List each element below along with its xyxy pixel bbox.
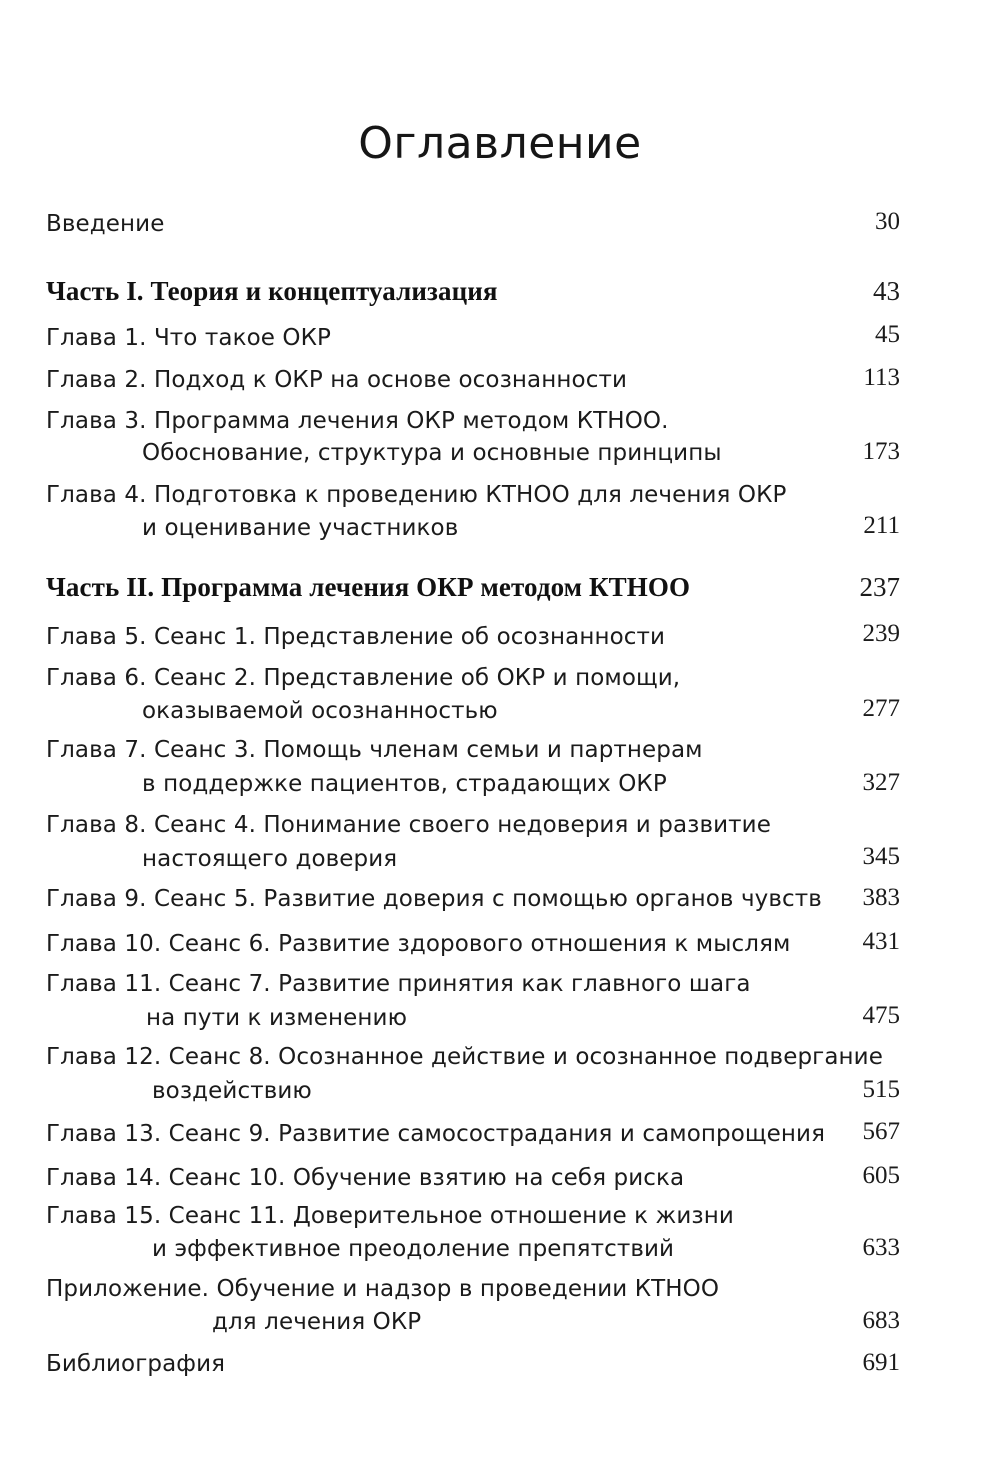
toc-entry-title-continued: настоящего доверия — [142, 846, 398, 872]
toc-entry-title: Глава 2. Подход к ОКР на основе осознанности — [46, 367, 627, 393]
toc-entry-title-continued: воздействию — [152, 1078, 312, 1104]
toc-page-number: 173 — [862, 438, 900, 465]
toc-page-number: 567 — [862, 1118, 900, 1145]
toc-page-number: 383 — [862, 884, 900, 911]
toc-entry-title: Введение — [46, 211, 165, 237]
toc-entry-title: Глава 8. Сеанс 4. Понимание своего недоверия и развитие — [46, 812, 771, 838]
toc-entry-title: Глава 15. Сеанс 11. Доверительное отношение к жизни — [46, 1203, 734, 1229]
toc-page-number: 30 — [875, 208, 900, 235]
toc-entry-title-continued: оказываемой осознанностью — [142, 698, 498, 724]
toc-entry-title: Глава 11. Сеанс 7. Развитие принятия как главного шага — [46, 971, 751, 997]
toc-page-number: 277 — [862, 695, 900, 722]
toc-page-number: 239 — [862, 620, 900, 647]
toc-page-number: 237 — [859, 572, 900, 602]
toc-page-number: 431 — [862, 928, 900, 955]
toc-entry-title-continued: Обоснование, структура и основные принципы — [142, 440, 722, 466]
toc-entry-title: Глава 5. Сеанс 1. Представление об осознанности — [46, 624, 666, 650]
toc-entry-title: Глава 3. Программа лечения ОКР методом КТНОО. — [46, 408, 669, 434]
toc-entry-title-continued: в поддержке пациентов, страдающих ОКР — [142, 771, 667, 797]
toc-page-number: 605 — [862, 1162, 900, 1189]
toc-page-number: 475 — [862, 1002, 900, 1029]
toc-page-number: 683 — [862, 1307, 900, 1334]
toc-page-number: 345 — [862, 843, 900, 870]
toc-entry-title: Глава 14. Сеанс 10. Обучение взятию на себя риска — [46, 1165, 685, 1191]
toc-entry-title-continued: для лечения ОКР — [212, 1309, 422, 1335]
toc-entry-title: Библиография — [46, 1351, 226, 1377]
toc-page-number: 211 — [863, 512, 900, 539]
page-title: Оглавление — [358, 118, 642, 169]
toc-entry-title: Приложение. Обучение и надзор в проведении КТНОО — [46, 1276, 720, 1302]
toc-part-title: Часть II. Программа лечения ОКР методом КТНОО — [46, 572, 691, 602]
toc-entry-title: Глава 6. Сеанс 2. Представление об ОКР и помощи, — [46, 665, 681, 691]
toc-entry-title-continued: и оценивание участников — [142, 515, 459, 541]
toc-entry-title: Глава 10. Сеанс 6. Развитие здорового отношения к мыслям — [46, 931, 791, 957]
toc-page-number: 327 — [862, 769, 900, 796]
toc-entry-title-continued: и эффективное преодоление препятствий — [152, 1236, 675, 1262]
toc-page-number: 691 — [862, 1349, 900, 1376]
toc-entry-title-continued: на пути к изменению — [146, 1005, 408, 1031]
toc-entry-title: Глава 12. Сеанс 8. Осознанное действие и осознанное подвергание — [46, 1044, 883, 1070]
toc-page-number: 113 — [863, 364, 900, 391]
toc-entry-title: Глава 4. Подготовка к проведению КТНОО для лечения ОКР — [46, 482, 787, 508]
toc-entry-title: Глава 7. Сеанс 3. Помощь членам семьи и партнерам — [46, 737, 703, 763]
toc-entry-title: Глава 9. Сеанс 5. Развитие доверия с помощью органов чувств — [46, 886, 822, 912]
toc-page-number: 45 — [875, 321, 900, 348]
toc-page-number: 43 — [873, 276, 900, 306]
toc-part-title: Часть I. Теория и концептуализация — [46, 276, 498, 306]
toc-entry-title: Глава 1. Что такое ОКР — [46, 325, 332, 351]
toc-entry-title: Глава 13. Сеанс 9. Развитие самосострадания и самопрощения — [46, 1121, 826, 1147]
toc-page-number: 515 — [862, 1076, 900, 1103]
toc-page-number: 633 — [862, 1234, 900, 1261]
